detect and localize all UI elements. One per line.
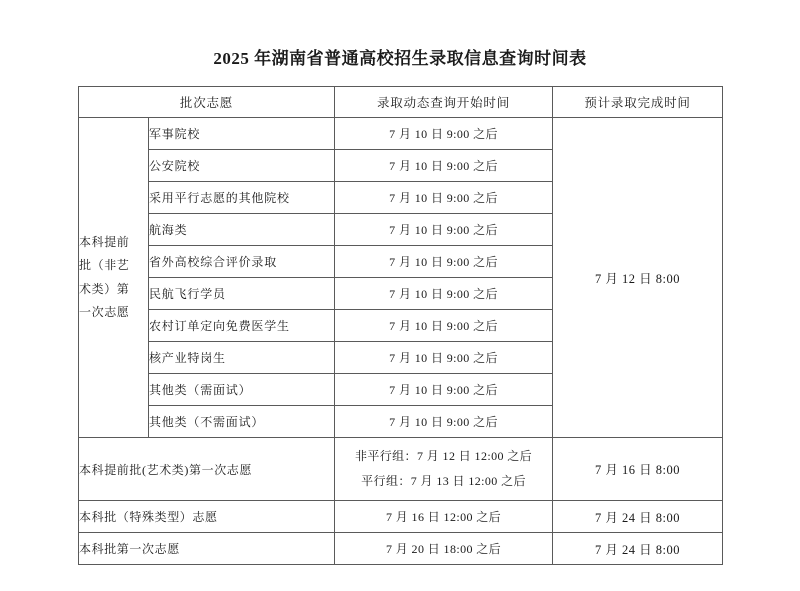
- row-start-time: 7 月 16 日 12:00 之后: [335, 501, 553, 533]
- row-label: 航海类: [149, 214, 335, 246]
- header-cell-batch: 批次志愿: [79, 87, 335, 118]
- row-start-time: 7 月 10 日 9:00 之后: [335, 246, 553, 278]
- group-label-line-4: 一次志愿: [79, 304, 130, 319]
- row-label: 其他类（需面试）: [149, 374, 335, 406]
- row-label: 采用平行志愿的其他院校: [149, 182, 335, 214]
- header-cell-complete-time: 预计录取完成时间: [553, 87, 723, 118]
- row-start-time: 7 月 10 日 9:00 之后: [335, 214, 553, 246]
- row-start-time: 7 月 10 日 9:00 之后: [335, 278, 553, 310]
- row-label: 核产业特岗生: [149, 342, 335, 374]
- row-start-time: 7 月 10 日 9:00 之后: [335, 342, 553, 374]
- group-label-advance-batch: [79, 118, 149, 438]
- row-start-time-line-1: 非平行组：7 月 12 日 12:00 之后: [354, 449, 533, 464]
- row-start-time: 7 月 20 日 18:00 之后: [335, 533, 553, 565]
- row-label: 其他类（不需面试）: [149, 406, 335, 438]
- row-label: 本科批（特殊类型）志愿: [79, 501, 335, 533]
- group-label-line-1: 本科提前: [79, 234, 130, 249]
- table-row: [79, 501, 723, 533]
- group-label-line-2: 批（非艺: [79, 258, 130, 273]
- table-row: [79, 438, 723, 501]
- row-label: 本科批第一次志愿: [79, 533, 335, 565]
- row-label: 军事院校: [149, 118, 335, 150]
- row-complete-time: 7 月 16 日 8:00: [553, 438, 723, 501]
- table-header-row: [79, 87, 723, 118]
- table-row: [79, 533, 723, 565]
- row-complete-time: 7 月 24 日 8:00: [553, 501, 723, 533]
- row-start-time: 7 月 10 日 9:00 之后: [335, 310, 553, 342]
- row-start-time: 7 月 10 日 9:00 之后: [335, 118, 553, 150]
- row-start-time: 7 月 10 日 9:00 之后: [335, 406, 553, 438]
- row-label: 公安院校: [149, 150, 335, 182]
- table-body: [79, 118, 723, 565]
- row-start-time-line-2: 平行组：7 月 13 日 12:00 之后: [361, 474, 526, 488]
- row-start-time: [335, 438, 553, 501]
- table-header: [79, 87, 723, 118]
- row-label: 农村订单定向免费医学生: [149, 310, 335, 342]
- page-title: 2025 年湖南省普通高校招生录取信息查询时间表: [213, 49, 587, 68]
- group-complete-time: 7 月 12 日 8:00: [553, 118, 723, 438]
- header-cell-start-time: 录取动态查询开始时间: [335, 87, 553, 118]
- schedule-table: [78, 86, 723, 565]
- schedule-table-container: [78, 86, 722, 565]
- group-label-line-3: 术类）第: [79, 281, 130, 296]
- row-start-time: 7 月 10 日 9:00 之后: [335, 182, 553, 214]
- row-start-time: 7 月 10 日 9:00 之后: [335, 374, 553, 406]
- row-complete-time: 7 月 24 日 8:00: [553, 533, 723, 565]
- row-start-time: 7 月 10 日 9:00 之后: [335, 150, 553, 182]
- table-row: [79, 118, 723, 150]
- row-label: 本科提前批(艺术类)第一次志愿: [79, 438, 335, 501]
- row-label: 民航飞行学员: [149, 278, 335, 310]
- row-label: 省外高校综合评价录取: [149, 246, 335, 278]
